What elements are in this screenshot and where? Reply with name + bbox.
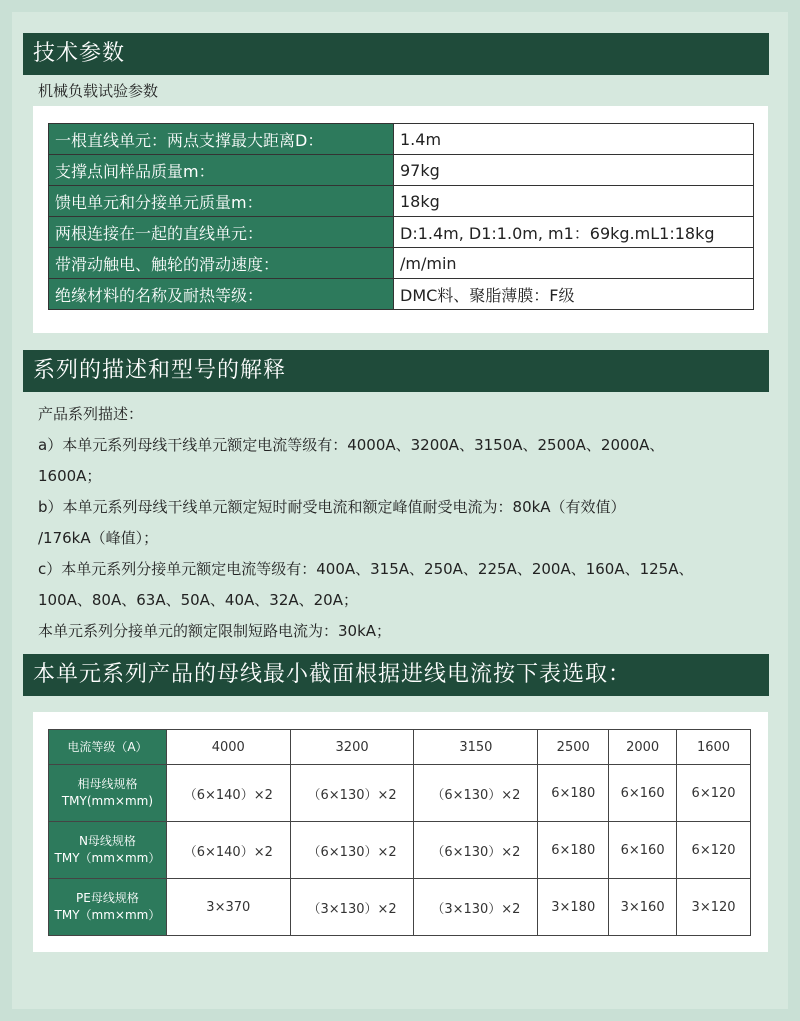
table-cell: （6×130）×2 (290, 765, 414, 822)
table-cell: （3×130）×2 (414, 879, 538, 936)
row-label-line1: 相母线规格 (77, 777, 138, 791)
table-cell: 3×120 (677, 879, 751, 936)
header-cell: 3200 (290, 730, 414, 765)
header-cell: 1600 (677, 730, 751, 765)
row-label (49, 822, 167, 879)
description-line: 产品系列描述： (38, 405, 144, 423)
table-cell: （6×140）×2 (166, 765, 290, 822)
section-title-tech-params: 技术参数 (23, 33, 769, 75)
param-key: 绝缘材料的名称及耐热等级： (49, 279, 394, 310)
table-row (49, 822, 751, 879)
table-row (49, 279, 754, 310)
param-key: 支撑点间样品质量m： (49, 155, 394, 186)
param-key: 两根连接在一起的直线单元： (49, 217, 394, 248)
table-header-row (49, 730, 751, 765)
param-value: 1.4m (394, 124, 754, 155)
header-label: 电流等级（A） (49, 730, 167, 765)
section-title-busbar: 本单元系列产品的母线最小截面根据进线电流按下表选取： (23, 654, 769, 696)
table-row (49, 155, 754, 186)
row-label (49, 879, 167, 936)
description-line: 本单元系列分接单元的额定限制短路电流为：30kA； (38, 622, 392, 640)
header-cell: 2000 (609, 730, 677, 765)
param-value: DMC料、聚脂薄膜：F级 (394, 279, 754, 310)
table-cell: （3×130）×2 (290, 879, 414, 936)
header-cell: 4000 (166, 730, 290, 765)
param-value: 18kg (394, 186, 754, 217)
table-cell: （6×130）×2 (414, 765, 538, 822)
header-cell: 3150 (414, 730, 538, 765)
table-cell: 3×160 (609, 879, 677, 936)
param-value: 97kg (394, 155, 754, 186)
params-panel (33, 106, 768, 333)
param-value: /m/min (394, 248, 754, 279)
table-row (49, 217, 754, 248)
description-line: 100A、80A、63A、50A、40A、32A、20A； (38, 591, 358, 609)
table-row (49, 124, 754, 155)
description-line: c）本单元系列分接单元额定电流等级有：400A、315A、250A、225A、200A、160A、125A、 (38, 560, 694, 578)
table-cell: 6×180 (538, 822, 609, 879)
param-key: 一根直线单元：两点支撑最大距离D： (49, 124, 394, 155)
table-cell: 3×370 (166, 879, 290, 936)
row-label-line1: N母线规格 (78, 834, 136, 848)
description-line: 1600A； (38, 467, 102, 485)
description-line: /176kA（峰值）； (38, 529, 159, 547)
table-cell: 6×160 (609, 765, 677, 822)
table-row (49, 765, 751, 822)
table-cell: 6×120 (677, 765, 751, 822)
row-label-line1: PE母线规格 (76, 891, 139, 905)
table-cell: 6×160 (609, 822, 677, 879)
table-cell: （6×140）×2 (166, 822, 290, 879)
param-key: 馈电单元和分接单元质量m： (49, 186, 394, 217)
param-key: 带滑动触电、触轮的滑动速度： (49, 248, 394, 279)
table-row (49, 248, 754, 279)
row-label (49, 765, 167, 822)
row-label-line2: TMY(mm×mm) (61, 794, 154, 808)
table-cell: 6×120 (677, 822, 751, 879)
row-label-line2: TMY（mm×mm） (54, 908, 161, 922)
busbar-panel (33, 712, 768, 952)
description-line: a）本单元系列母线干线单元额定电流等级有：4000A、3200A、3150A、2500A、2000A、 (38, 436, 665, 454)
table-row (49, 879, 751, 936)
table-cell: （6×130）×2 (414, 822, 538, 879)
table-cell: 3×180 (538, 879, 609, 936)
row-label-line2: TMY（mm×mm） (54, 851, 161, 865)
table-cell: 6×180 (538, 765, 609, 822)
table-row (49, 186, 754, 217)
section-title-series: 系列的描述和型号的解释 (23, 350, 769, 392)
param-value: D:1.4m, D1:1.0m, m1：69kg.mL1:18kg (394, 217, 754, 248)
busbar-table (48, 729, 751, 936)
table-cell: （6×130）×2 (290, 822, 414, 879)
description-line: b）本单元系列母线干线单元额定短时耐受电流和额定峰值耐受电流为：80kA（有效值） (38, 498, 626, 516)
header-cell: 2500 (538, 730, 609, 765)
section-subtitle: 机械负载试验参数 (38, 82, 159, 100)
params-table (48, 123, 754, 310)
